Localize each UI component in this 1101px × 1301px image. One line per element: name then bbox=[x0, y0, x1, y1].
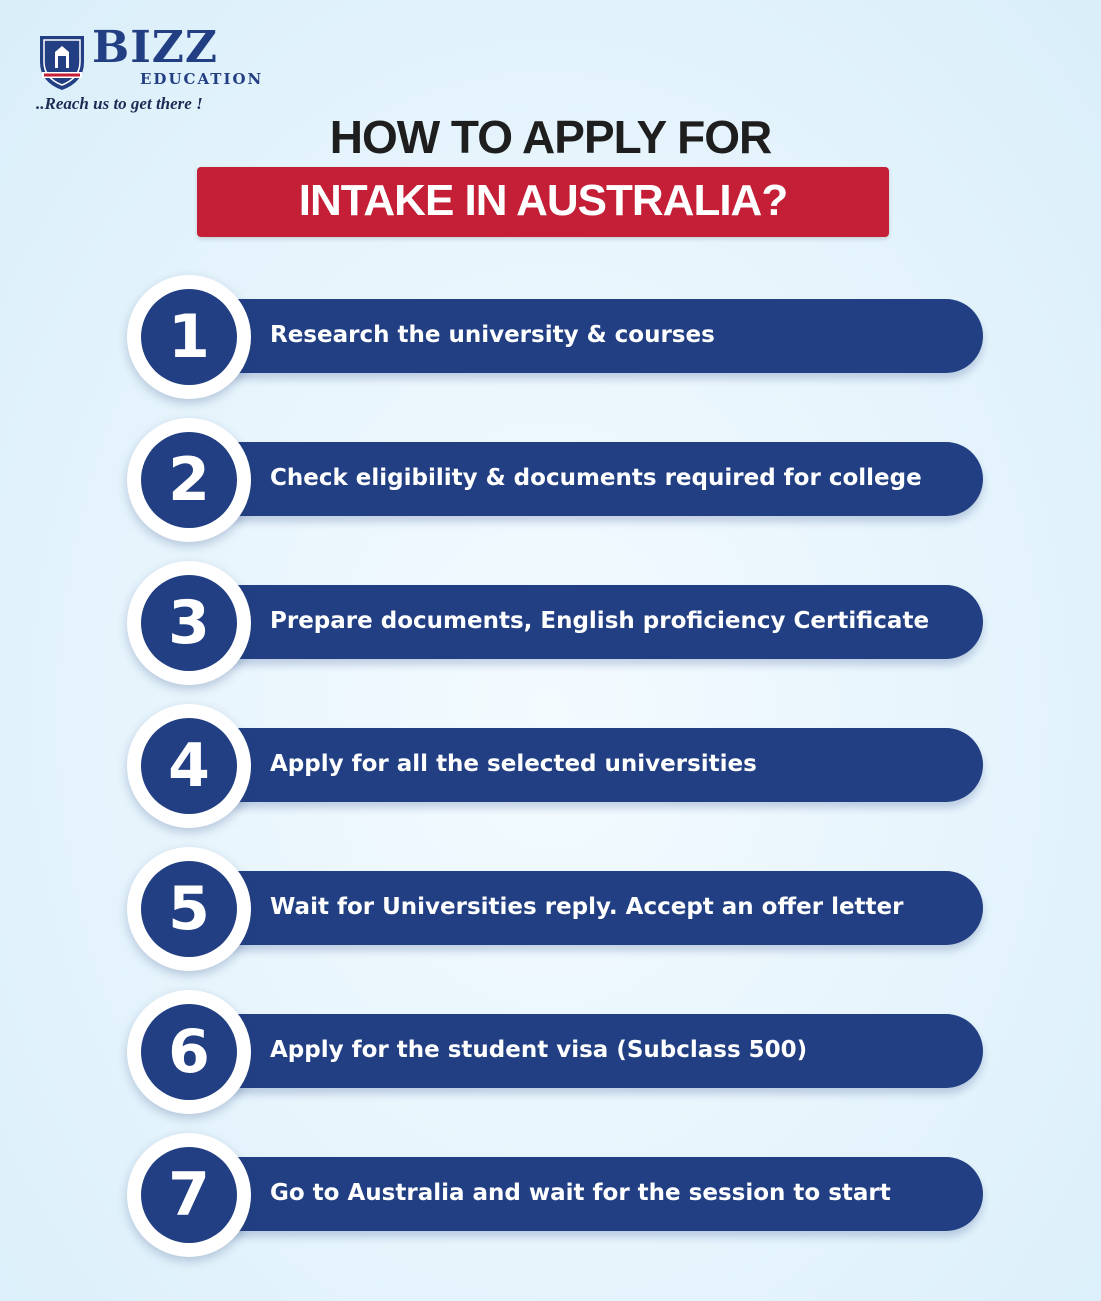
step-number: 2 bbox=[168, 445, 210, 515]
step-1 bbox=[127, 275, 987, 399]
step-number: 6 bbox=[168, 1017, 210, 1087]
step-text: Apply for the student visa (Subclass 500) bbox=[270, 1037, 808, 1063]
step-text: Research the university & courses bbox=[270, 322, 715, 348]
brand-name: BIZZ bbox=[92, 22, 219, 73]
step-number: 7 bbox=[168, 1160, 210, 1230]
step-text: Check eligibility & documents required for college bbox=[270, 465, 922, 491]
page-title-line2: INTAKE IN AUSTRALIA? bbox=[298, 176, 788, 225]
step-6 bbox=[127, 990, 987, 1114]
brand-logo bbox=[36, 22, 264, 118]
step-3 bbox=[127, 561, 987, 685]
step-5 bbox=[127, 847, 987, 971]
step-2 bbox=[127, 418, 987, 542]
step-number: 1 bbox=[168, 302, 210, 372]
step-text: Wait for Universities reply. Accept an offer letter bbox=[270, 894, 904, 920]
step-4 bbox=[127, 704, 987, 828]
step-number: 4 bbox=[168, 731, 210, 801]
step-number: 5 bbox=[168, 874, 210, 944]
step-number: 3 bbox=[168, 588, 210, 658]
step-text: Prepare documents, English proficiency Certificate bbox=[270, 608, 930, 634]
step-text: Apply for all the selected universities bbox=[270, 751, 757, 777]
step-7 bbox=[127, 1133, 987, 1257]
step-text: Go to Australia and wait for the session to start bbox=[270, 1180, 891, 1206]
brand-tagline: ..Reach us to get there ! bbox=[36, 94, 203, 113]
page-title-line1: HOW TO APPLY FOR bbox=[329, 111, 772, 163]
brand-subtitle: EDUCATION bbox=[140, 70, 264, 88]
shield-logo-icon bbox=[36, 32, 88, 92]
